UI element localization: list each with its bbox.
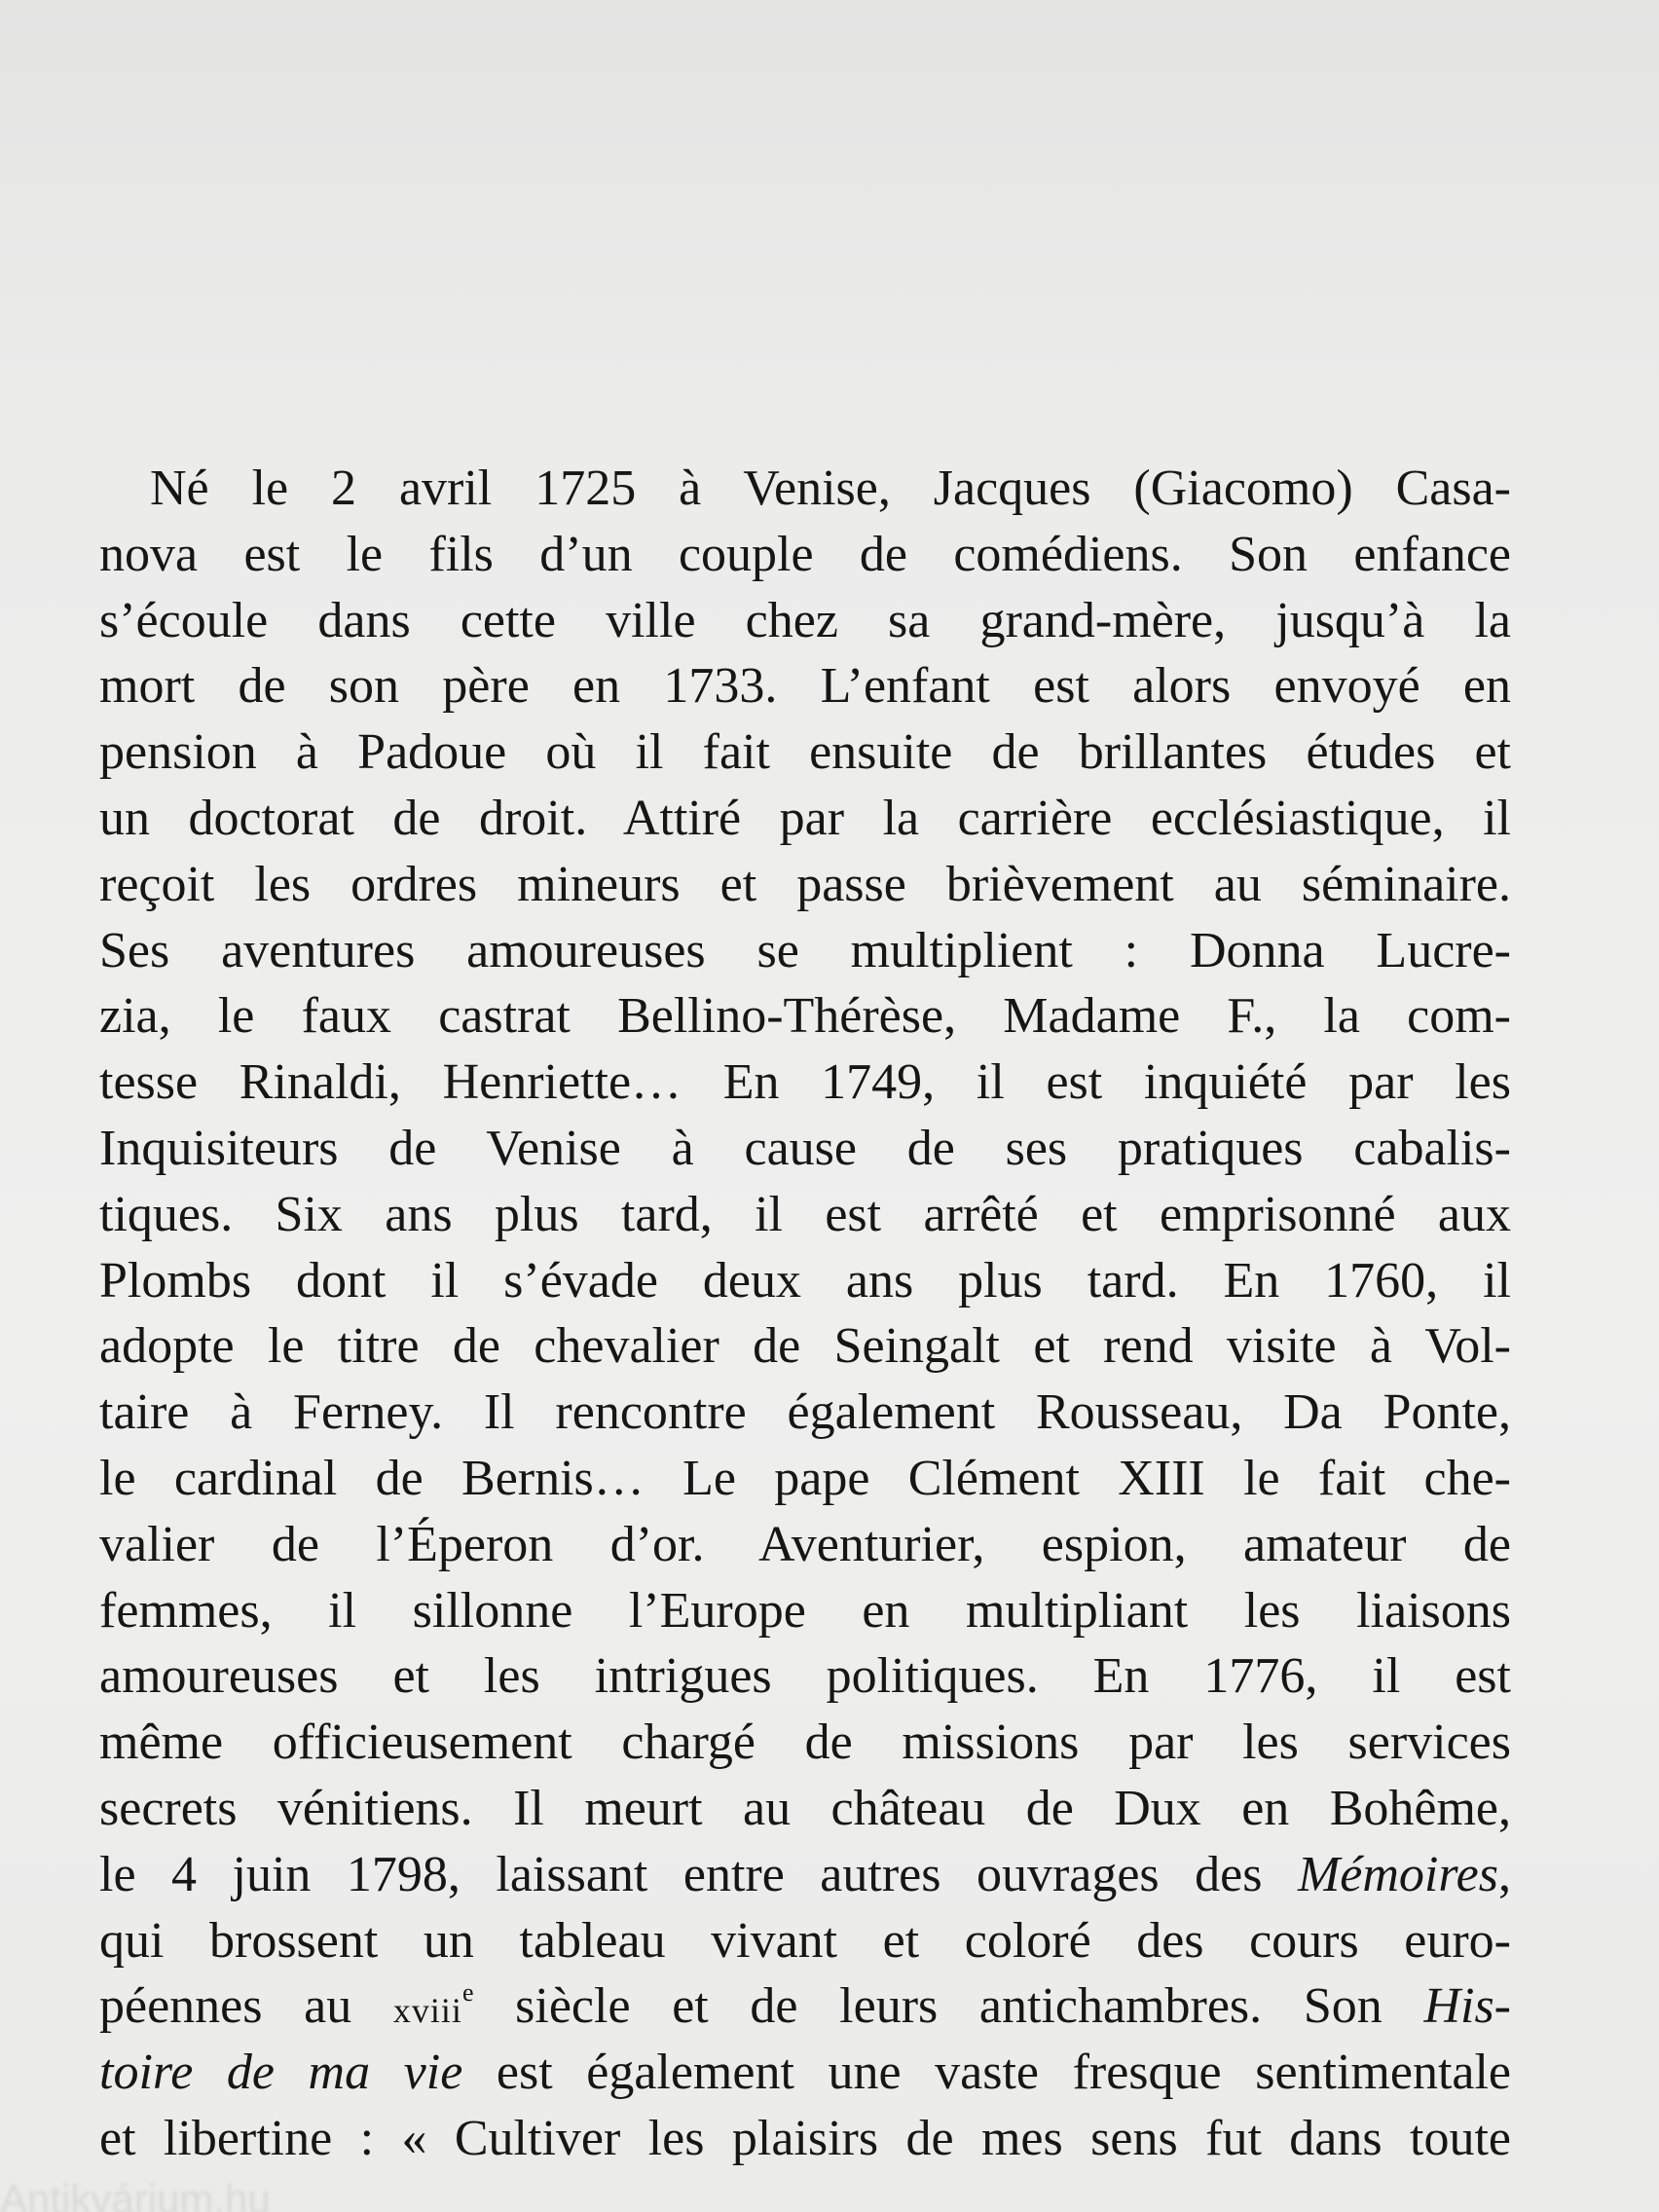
text-line: qui brossent un tableau vivant et coloré des cours euro- <box>99 1912 1511 1969</box>
text-line: reçoit les ordres mineurs et passe brièvement au séminaire. <box>99 856 1511 912</box>
body-text <box>99 456 1511 2172</box>
text-line: mort de son père en 1733. L’enfant est alors envoyé en <box>99 658 1511 715</box>
text-run: siècle et de leurs antichambres. Son <box>473 1978 1424 2035</box>
text-line: tiques. Six ans plus tard, il est arrêté et emprisonné aux <box>99 1186 1511 1242</box>
text-line: taire à Ferney. Il rencontre également Rousseau, Da Ponte, <box>99 1384 1511 1441</box>
text-line: Plombs dont il s’évade deux ans plus tard. En 1760, il <box>99 1252 1511 1309</box>
text-line: adopte le titre de chevalier de Seingalt et rend visite à Vol- <box>99 1318 1511 1375</box>
italic-title-histoire-cont: toire de ma vie <box>99 2045 463 2101</box>
text-line <box>99 1842 1511 1908</box>
text-run: est également une vaste fresque sentimentale <box>462 2045 1511 2101</box>
century-small-caps: xviii <box>392 1991 462 2031</box>
text-line <box>99 2040 1511 2106</box>
italic-title-memoires: Mémoires <box>1297 1846 1498 1902</box>
text-line: Né le 2 avril 1725 à Venise, Jacques (Giacomo) Casa- <box>150 461 1511 516</box>
text-line: pension à Padoue où il fait ensuite de brillantes études et <box>99 724 1511 781</box>
italic-title-histoire: His- <box>1423 1978 1511 2035</box>
text-line: valier de l’Éperon d’or. Aventurier, espion, amateur de <box>99 1516 1511 1572</box>
text-line: tesse Rinaldi, Henriette… En 1749, il est inquiété par les <box>99 1054 1511 1111</box>
text-run: péennes au <box>99 1978 393 2035</box>
text-line: le cardinal de Bernis… Le pape Clément XIII le fait che- <box>99 1450 1511 1506</box>
text-line: nova est le fils d’un couple de comédiens. Son enfance <box>99 526 1511 582</box>
century-superscript: e <box>461 1978 474 2008</box>
text-line: Ses aventures amoureuses se multiplient : Donna Lucre- <box>99 922 1511 978</box>
text-run: , <box>1498 1846 1511 1902</box>
text-line: secrets vénitiens. Il meurt au château de Dux en Bohême, <box>99 1780 1511 1836</box>
text-line: femmes, il sillonne l’Europe en multipliant les liaisons <box>99 1582 1511 1639</box>
text-line: amoureuses et les intrigues politiques. En 1776, il est <box>99 1648 1511 1705</box>
text-line: Inquisiteurs de Venise à cause de ses pratiques cabalis- <box>99 1120 1511 1176</box>
text-line: un doctorat de droit. Attiré par la carrière ecclésiastique, il <box>99 790 1511 846</box>
text-line: et libertine : « Cultiver les plaisirs de mes sens fut dans toute <box>99 2110 1511 2166</box>
text-line: s’écoule dans cette ville chez sa grand-mère, jusqu’à la <box>99 592 1511 648</box>
text-run: le 4 juin 1798, laissant entre autres ouvrages des <box>99 1846 1298 1902</box>
text-line: même officieusement chargé de missions par les services <box>99 1714 1511 1771</box>
text-line: zia, le faux castrat Bellino-Thérèse, Madame F., la com- <box>99 988 1511 1045</box>
watermark: Antikvárium.hu <box>0 2176 271 2212</box>
text-line <box>99 1973 1511 2040</box>
